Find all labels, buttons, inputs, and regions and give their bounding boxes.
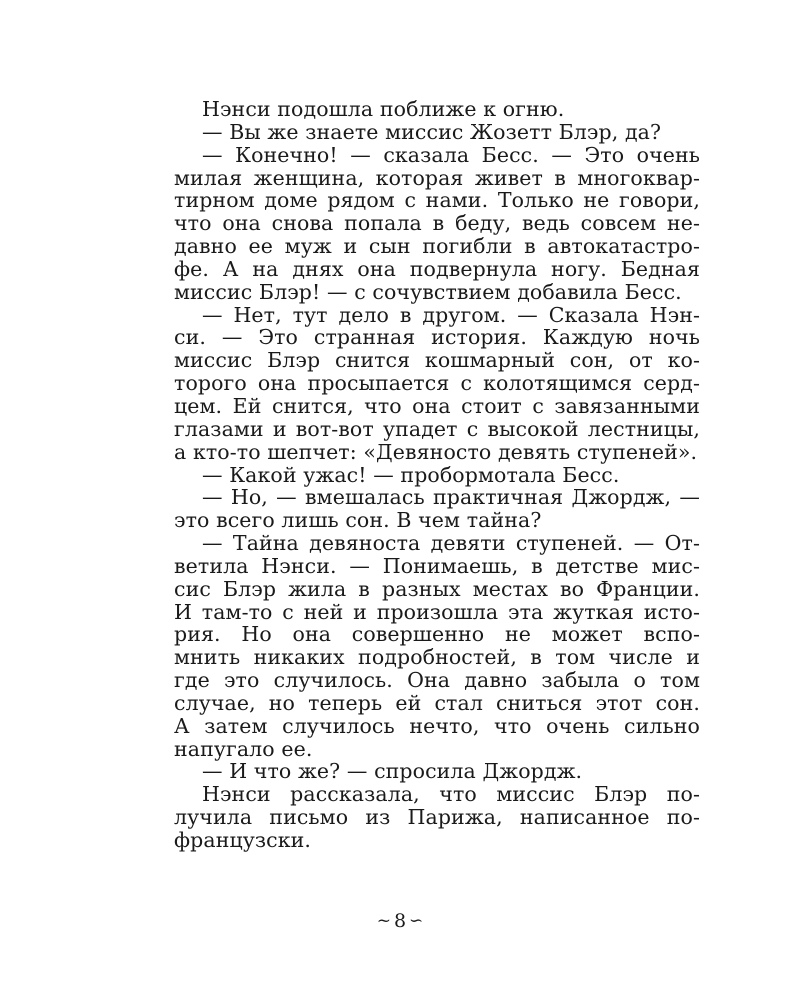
text-line: напугало ее. [174, 736, 313, 761]
page-body-text [174, 98, 700, 852]
text-line: торого она просыпается с колотящимся серд- [174, 371, 700, 396]
text-line: Нэнси подошла поближе к огню. [202, 97, 565, 121]
text-line: лучила письмо из Парижа, написанное по- [174, 805, 700, 830]
text-line: — Тайна девяноста девяти ступеней. — От- [202, 531, 700, 556]
text-line: сис Блэр жила в разных местах во Франции. [174, 576, 700, 601]
text-line: что она снова попала в беду, ведь совсем не- [174, 211, 700, 236]
text-line: милая женщина, которая живет в многоквар- [174, 165, 700, 190]
text-line: — Нет, тут дело в другом. — Сказала Нэн- [202, 302, 700, 327]
text-line: ветила Нэнси. — Понимаешь, в детстве мис- [174, 553, 700, 578]
text-line: миссис Блэр снится кошмарный сон, от ко- [174, 348, 700, 373]
page-number [0, 909, 800, 933]
text-line: си. — Это странная история. Каждую ночь [174, 325, 700, 350]
text-line: миссис Блэр! — с сочувствием добавила Бесс. [174, 279, 682, 304]
text-line: — И что же? — спросила Джордж. [202, 759, 583, 784]
page-number-ornament-right: ∽ [409, 911, 424, 931]
text-line: мнить никаких подробностей, в том числе и [174, 645, 700, 670]
text-line: цем. Ей снится, что она стоит с завязанными [174, 393, 700, 418]
text-line: это всего лишь сон. В чем тайна? [174, 508, 542, 533]
text-line: давно ее муж и сын погибли в автокатастро- [174, 234, 700, 259]
text-line: И там-то с ней и произошла эта жуткая исто- [174, 599, 700, 624]
text-line: где это случилось. Она давно забыла о том [174, 668, 700, 693]
text-line: — Какой ужас! — пробормотала Бесс. [202, 462, 620, 487]
page-number-ornament-left: ~ [376, 911, 391, 931]
page-number-value: 8 [393, 910, 407, 932]
text-line: глазами и вот-вот упадет с высокой лестницы, [174, 416, 700, 441]
text-line: А затем случилось нечто, что очень сильно [174, 713, 700, 738]
text-line: французски. [174, 828, 312, 852]
text-line: — Но, — вмешалась практичная Джордж, — [202, 485, 700, 510]
text-line: а кто-то шепчет: «Девяносто девять ступеней». [174, 439, 698, 464]
text-line: случае, но теперь ей стал сниться этот сон. [174, 690, 700, 715]
text-line: Нэнси рассказала, что миссис Блэр по- [202, 782, 700, 807]
text-line: — Вы же знаете миссис Жозетт Блэр, да? [202, 119, 662, 144]
text-line: тирном доме рядом с нами. Только не говори, [174, 188, 700, 213]
text-line: — Конечно! — сказала Бесс. — Это очень [202, 142, 700, 167]
text-line: рия. Но она совершенно не может вспо- [174, 622, 700, 647]
text-line: фе. А на днях она подвернула ногу. Бедная [174, 256, 700, 281]
